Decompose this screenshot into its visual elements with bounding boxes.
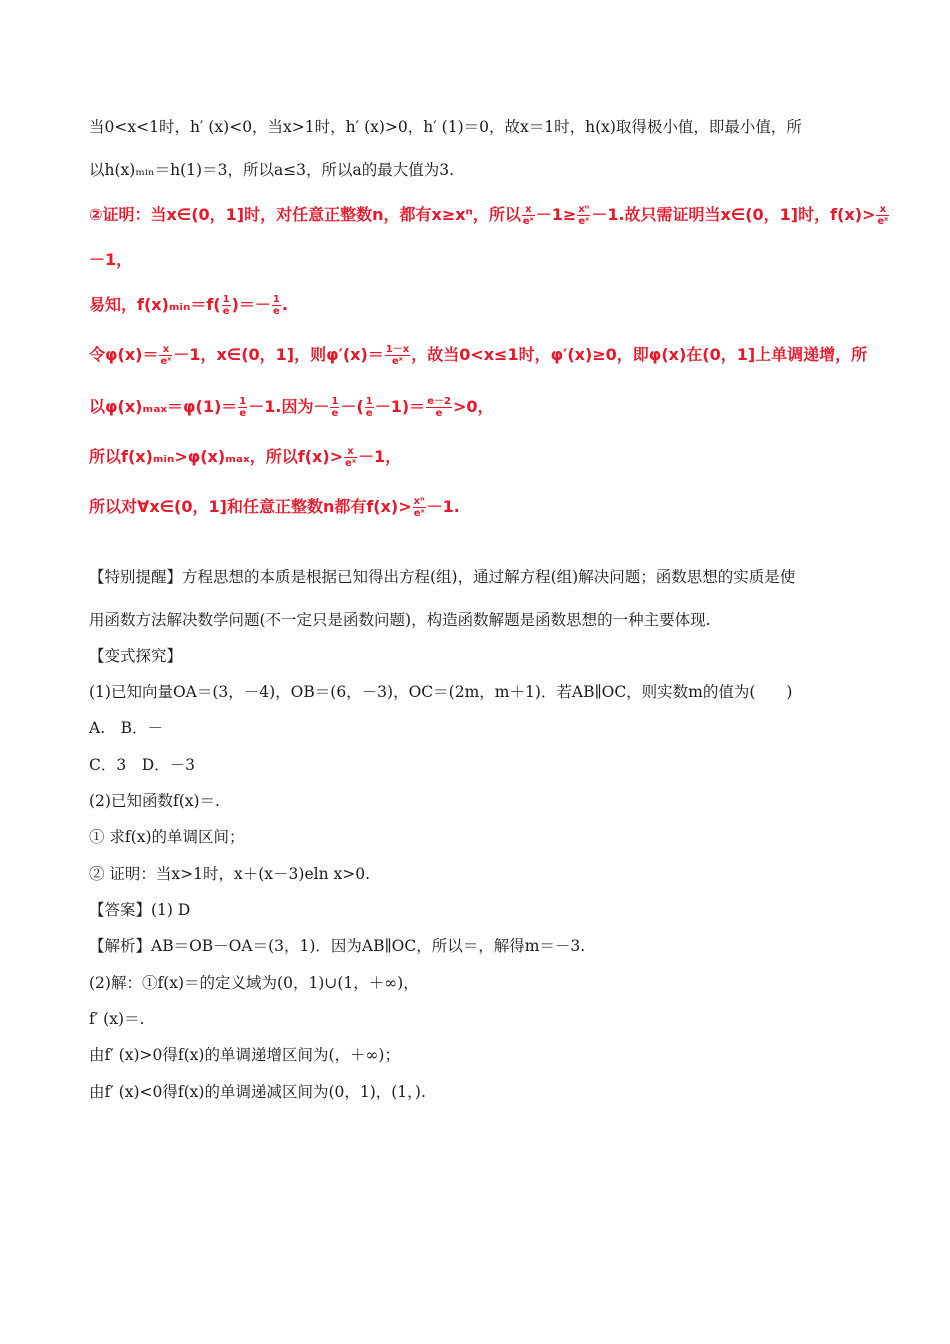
- proof-line-4: 令φ(x)＝ $\frac{x}{\text{eˣ}}$ －1，x∈(0，1]，则φ′(x)＝ $\frac{1-x}{\text{eˣ}}$ ，故当0<x≤1时，φ′(x)≥0，即φ(x)在(0，1]上单调递增，所: [89, 344, 868, 367]
- solution-line-2: f′ (x)＝.: [89, 1010, 145, 1028]
- fraction-x-over-ex: $\frac{x}{\text{eˣ}}$: [345, 446, 356, 469]
- solution-line-4: 由f′ (x)<0得f(x)的单调递减区间为(0，1)，(1，).: [89, 1083, 426, 1101]
- intro-line-2: 以h(x)ₘᵢₙ＝h(1)＝3，所以a≤3，所以a的最大值为3.: [89, 161, 455, 179]
- proof-line-7: 所以对∀x∈(0，1]和任意正整数n都有f(x)> $\frac{\text{xⁿ}}{\text{eˣ}}$ －1.: [89, 496, 460, 519]
- fraction-x-over-ex: $\frac{x}{\text{eˣ}}$: [877, 204, 889, 227]
- solution-line-1: (2)解：①f(x)＝的定义域为(0，1)∪(1，＋∞)，: [89, 974, 419, 992]
- fraction-1-over-e: $\frac{1}{e}$: [331, 396, 339, 419]
- tip-line-1: 【特别提醒】方程思想的本质是根据已知得出方程(组)，通过解方程(组)解决问题；函数思想的实质是使: [89, 568, 796, 586]
- proof-line-6: 所以f(x)ₘᵢₙ>φ(x)ₘₐₓ，所以f(x)> $\frac{x}{\text{eˣ}}$ －1，: [89, 446, 402, 469]
- fraction-1-over-e: $\frac{1}{e}$: [272, 294, 280, 317]
- proof-line-2: －1，: [89, 250, 133, 269]
- proof-line-3: 易知，f(x)ₘᵢₙ＝f( $\frac{1}{e}$ )＝－ $\frac{1}{e}$ .: [89, 294, 288, 317]
- question-2-part-1: ① 求f(x)的单调区间；: [89, 828, 245, 846]
- variant-heading: 【变式探究】: [89, 647, 183, 665]
- answer-line: 【答案】(1) D: [89, 901, 191, 919]
- analysis-line: 【解析】AB＝OB－OA＝(3，1)．因为AB∥OC，所以＝，解得m＝－3.: [89, 937, 586, 955]
- tip-line-2: 用函数方法解决数学问题(不一定只是函数问题)，构造函数解题是函数思想的一种主要体现.: [89, 611, 711, 629]
- fraction-1-over-e: $\frac{1}{e}$: [365, 396, 373, 419]
- question-1: (1)已知向量OA＝(3，－4)，OB＝(6，－3)，OC＝(2m，m＋1)．若AB∥OC，则实数m的值为( ): [89, 683, 793, 701]
- intro-line-1: 当0<x<1时，h′ (x)<0，当x>1时，h′ (x)>0，h′ (1)＝0，故x＝1时，h(x)取得极小值，即最小值，所: [89, 118, 802, 136]
- fraction-1-over-e: $\frac{1}{e}$: [239, 396, 247, 419]
- fraction-xn-over-ex: $\frac{\text{xⁿ}}{\text{eˣ}}$: [578, 204, 590, 227]
- question-2: (2)已知函数f(x)＝.: [89, 792, 220, 810]
- proof-line-5: 以φ(x)ₘₐₓ＝φ(1)＝ $\frac{1}{e}$ －1.因为－ $\frac{1}{e}$ －( $\frac{1}{e}$ －1)＝ $\frac{e-2}{e}$ >0，: [89, 396, 494, 419]
- solution-line-3: 由f′ (x)>0得f(x)的单调递增区间为(，＋∞)；: [89, 1046, 400, 1064]
- fraction-x-over-ex: $\frac{x}{\text{eˣ}}$: [160, 344, 172, 367]
- fraction-xn-over-ex: $\frac{\text{xⁿ}}{\text{eˣ}}$: [413, 496, 425, 519]
- options-c-d: C．3 D．－3: [89, 756, 196, 774]
- fraction-em2-over-e: $\frac{e-2}{e}$: [427, 396, 451, 419]
- fraction-x-over-ex: $\frac{x}{\text{eˣ}}$: [522, 204, 534, 227]
- options-a-b: A. B．－: [89, 719, 164, 737]
- fraction-1mx-over-ex: $\frac{1-x}{\text{eˣ}}$: [385, 344, 410, 367]
- question-2-part-2: ② 证明：当x>1时，x＋(x－3)eln x>0.: [89, 865, 371, 883]
- proof-line-1: ②证明：当x∈(0，1]时，对任意正整数n，都有x≥xⁿ，所以 $\frac{x}{\text{eˣ}}$ －1≥ $\frac{\text{xⁿ}}{\text{eˣ}}$ －1.故只需证明当x∈(0，1]时，f(x)> $\frac{x}{\text{eˣ}}$: [89, 204, 889, 227]
- fraction-1-over-e: $\frac{1}{e}$: [222, 294, 230, 317]
